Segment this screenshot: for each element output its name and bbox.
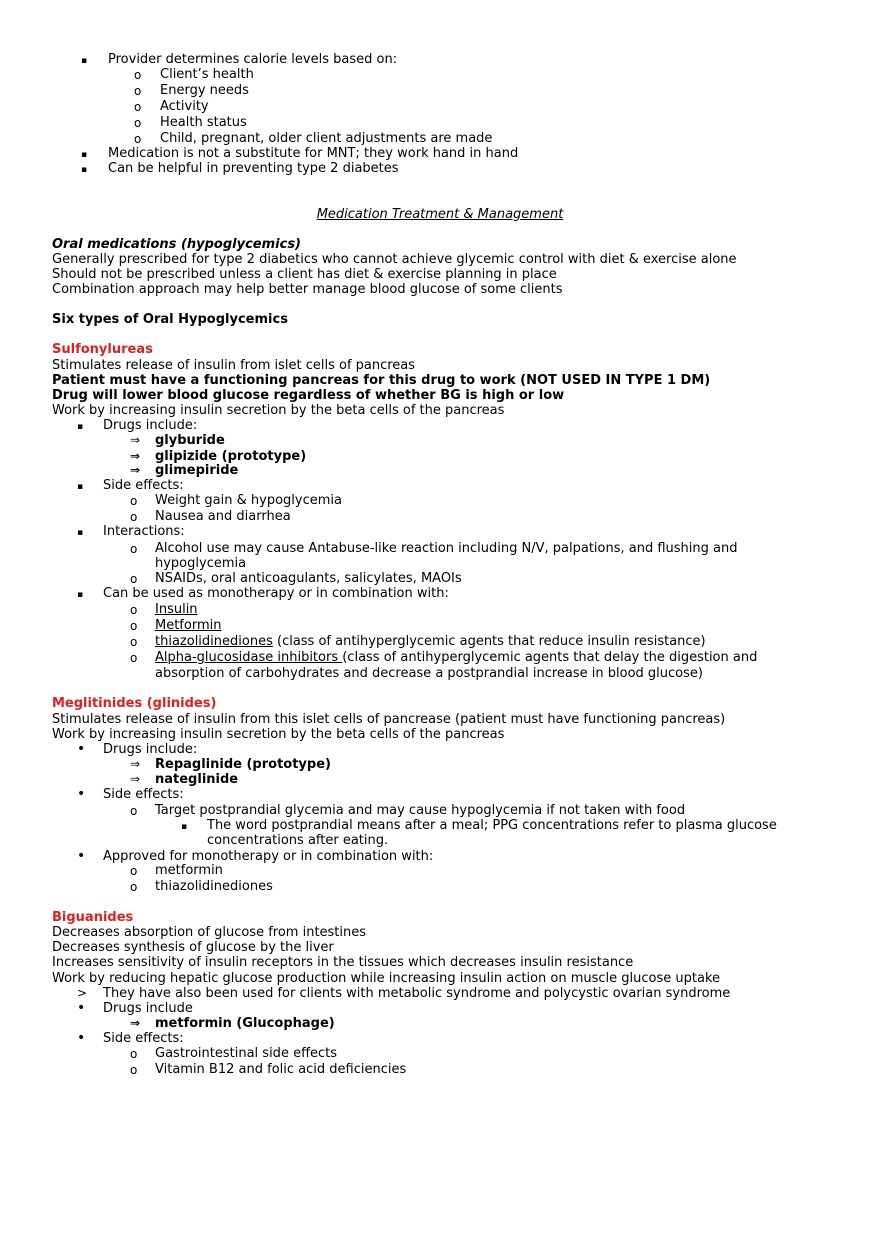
biguanides-line: Increases sensitivity of insulin receptors in the tissues which decreases insulin resistance [52, 955, 634, 970]
circle-bullet-icon: o [130, 603, 138, 617]
meglitinides-line: Work by increasing insulin secretion by the beta cells of the pancreas [52, 727, 505, 742]
interactions-label: Interactions: [103, 524, 185, 539]
agi-term: Alpha-glucosidase inhibitors [155, 650, 343, 665]
section-heading: Medication Treatment & Management [316, 207, 564, 222]
combination-item: Insulin [155, 602, 198, 617]
circle-bullet-icon: o [130, 804, 138, 818]
bullet-icon: • [77, 1030, 86, 1046]
arrow-bullet-icon: ⇒ [130, 433, 141, 447]
combination-item-continued: absorption of carbohydrates and decrease a postprandial increase in blood glucose) [155, 666, 703, 681]
combination-label: Can be used as monotherapy or in combination with: [103, 586, 449, 601]
square-bullet-icon: ▪ [81, 56, 88, 66]
circle-bullet-icon: o [130, 542, 138, 556]
biguanides-title: Biguanides [52, 910, 134, 925]
circle-bullet-icon: o [130, 1047, 138, 1061]
sulfonylureas-line: Work by increasing insulin secretion by the beta cells of the pancreas [52, 403, 505, 418]
side-effect-item: Weight gain & hypoglycemia [155, 493, 342, 508]
side-effect-subitem: The word postprandial means after a meal; PPG concentrations refer to plasma glucose [207, 818, 777, 833]
side-effects-label: Side effects: [103, 787, 184, 802]
oral-line: Generally prescribed for type 2 diabetics who cannot achieve glycemic control with diet & exercise alone [52, 252, 737, 267]
side-effects-label: Side effects: [103, 1031, 184, 1046]
circle-bullet-icon: o [130, 494, 138, 508]
circle-bullet-icon: o [130, 572, 138, 586]
oral-line: Combination approach may help better manage blood glucose of some clients [52, 282, 563, 297]
gt-bullet-icon: > [77, 986, 88, 1000]
factor-item: Energy needs [160, 83, 249, 98]
bullet-icon: • [77, 786, 86, 802]
square-bullet-icon: ▪ [81, 150, 88, 160]
tzd-description: (class of antihyperglycemic agents that reduce insulin resistance) [272, 634, 706, 649]
circle-bullet-icon: o [130, 510, 138, 524]
drug-item: glipizide (prototype) [155, 449, 307, 464]
combination-item [155, 634, 706, 649]
approved-item: thiazolidinediones [155, 879, 273, 894]
factor-item: Client’s health [160, 67, 254, 82]
sulfonylureas-line: Stimulates release of insulin from islet cells of pancreas [52, 358, 416, 373]
biguanides-line: Decreases synthesis of glucose by the liver [52, 940, 334, 955]
agi-description: (class of antihyperglycemic agents that delay the digestion and [342, 650, 758, 665]
circle-bullet-icon: o [134, 68, 142, 82]
arrow-bullet-icon: ⇒ [130, 1016, 141, 1030]
circle-bullet-icon: o [130, 635, 138, 649]
oral-line: Should not be prescribed unless a client has diet & exercise planning in place [52, 267, 557, 282]
calorie-levels-item: Provider determines calorie levels based on: [108, 52, 398, 67]
approved-label: Approved for monotherapy or in combination with: [103, 849, 434, 864]
bullet-icon: • [77, 741, 86, 757]
interaction-item: Alcohol use may cause Antabuse-like reaction including N/V, palpations, and flushing and [155, 541, 738, 556]
bullet-icon: • [77, 848, 86, 864]
side-effect-item: Gastrointestinal side effects [155, 1046, 338, 1061]
interaction-item-continued: hypoglycemia [155, 556, 247, 571]
circle-bullet-icon: o [130, 864, 138, 878]
drug-item: Repaglinide (prototype) [155, 757, 331, 772]
combination-item [155, 650, 757, 665]
interaction-item: NSAIDs, oral anticoagulants, salicylates, MAOIs [155, 571, 462, 586]
drugs-label: Drugs include: [103, 742, 198, 757]
circle-bullet-icon: o [130, 880, 138, 894]
drugs-label: Drugs include [103, 1001, 193, 1016]
circle-bullet-icon: o [134, 100, 142, 114]
also-used-item: They have also been used for clients with metabolic syndrome and polycystic ovarian syndrome [103, 986, 731, 1001]
drug-item: nateglinide [155, 772, 239, 787]
side-effect-item: Target postprandial glycemia and may cause hypoglycemia if not taken with food [155, 803, 686, 818]
side-effect-item: Vitamin B12 and folic acid deficiencies [155, 1062, 407, 1077]
drug-item: glimepiride [155, 463, 239, 478]
sulfonylureas-title: Sulfonylureas [52, 342, 153, 357]
square-bullet-icon: ▪ [77, 422, 84, 432]
side-effect-item: Nausea and diarrhea [155, 509, 291, 524]
preventing-item: Can be helpful in preventing type 2 diabetes [108, 161, 399, 176]
biguanides-line: Work by reducing hepatic glucose production while increasing insulin action on muscle glucose uptake [52, 971, 721, 986]
circle-bullet-icon: o [130, 619, 138, 633]
six-types-title: Six types of Oral Hypoglycemics [52, 312, 288, 327]
arrow-bullet-icon: ⇒ [130, 449, 141, 463]
approved-item: metformin [155, 863, 223, 878]
factor-item: Activity [160, 99, 209, 114]
bullet-icon: • [77, 1000, 86, 1016]
circle-bullet-icon: o [134, 116, 142, 130]
sulfonylureas-bold-line: Patient must have a functioning pancreas for this drug to work (NOT USED IN TYPE 1 DM) [52, 373, 711, 388]
circle-bullet-icon: o [134, 132, 142, 146]
square-bullet-icon: ▪ [181, 822, 188, 832]
side-effects-label: Side effects: [103, 478, 184, 493]
combination-item: Metformin [155, 618, 222, 633]
side-effect-subitem-continued: concentrations after eating. [207, 833, 389, 848]
meglitinides-title: Meglitinides (glinides) [52, 696, 217, 711]
drug-item: metformin (Glucophage) [155, 1016, 335, 1031]
arrow-bullet-icon: ⇒ [130, 757, 141, 771]
square-bullet-icon: ▪ [77, 482, 84, 492]
tzd-term: thiazolidinediones [155, 634, 273, 649]
factor-item: Child, pregnant, older client adjustments are made [160, 131, 493, 146]
square-bullet-icon: ▪ [77, 590, 84, 600]
drugs-label: Drugs include: [103, 418, 198, 433]
square-bullet-icon: ▪ [81, 165, 88, 175]
factor-item: Health status [160, 115, 247, 130]
arrow-bullet-icon: ⇒ [130, 463, 141, 477]
biguanides-line: Decreases absorption of glucose from intestines [52, 925, 367, 940]
square-bullet-icon: ▪ [77, 528, 84, 538]
not-substitute-item: Medication is not a substitute for MNT; they work hand in hand [108, 146, 519, 161]
oral-medications-title: Oral medications (hypoglycemics) [52, 237, 301, 252]
circle-bullet-icon: o [130, 1063, 138, 1077]
arrow-bullet-icon: ⇒ [130, 772, 141, 786]
circle-bullet-icon: o [134, 84, 142, 98]
drug-item: glyburide [155, 433, 225, 448]
sulfonylureas-bold-line: Drug will lower blood glucose regardless of whether BG is high or low [52, 388, 565, 403]
circle-bullet-icon: o [130, 651, 138, 665]
meglitinides-line: Stimulates release of insulin from this islet cells of pancrease (patient must have functioning pancreas) [52, 712, 726, 727]
